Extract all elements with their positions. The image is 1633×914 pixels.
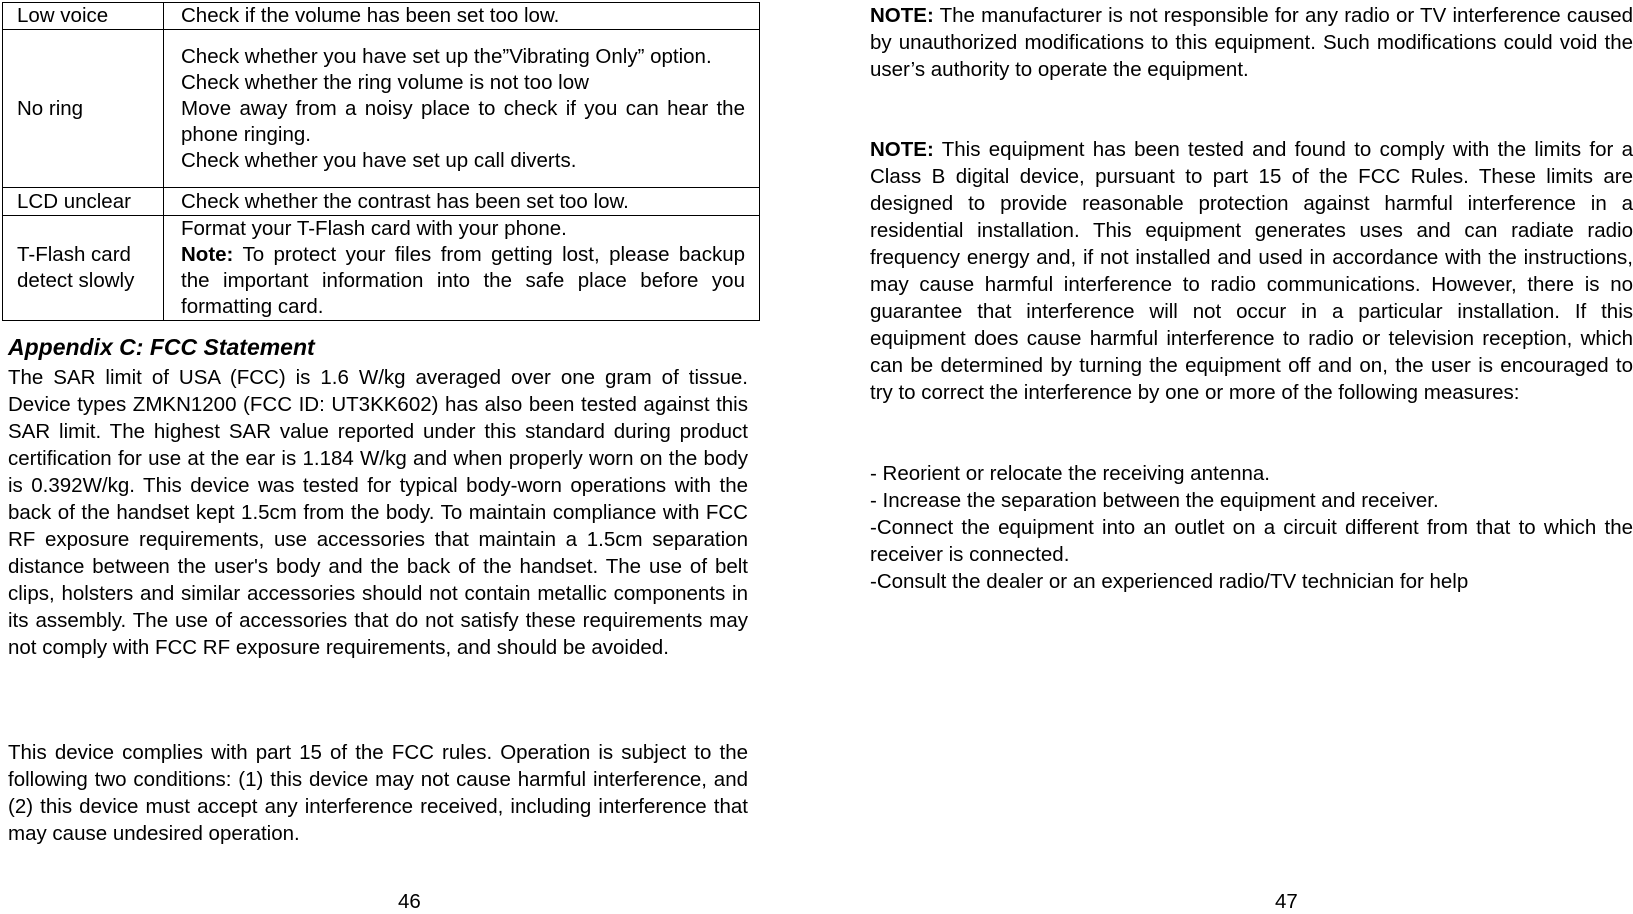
note-label: Note: <box>181 243 234 266</box>
page-number: 46 <box>398 890 421 913</box>
right-page <box>870 0 1633 912</box>
symptom-cell: No ring <box>3 30 164 188</box>
action-text: Check if the volume has been set too low. <box>181 4 560 27</box>
measure-item: -Consult the dealer or an experienced radio/TV technician for help <box>870 570 1469 593</box>
note-body: The manufacturer is not responsible for any radio or TV interference caused by unauthorized modifications to this equipment. Such modifications could void the user’s authority to operate the equipment. <box>870 4 1633 81</box>
table-row <box>3 216 760 321</box>
symptom-cell: Low voice <box>3 3 164 30</box>
symptom-cell: LCD unclear <box>3 188 164 216</box>
appendix-heading: Appendix C: FCC Statement <box>8 334 315 360</box>
action-text: Check whether you have set up call diverts. <box>181 148 577 172</box>
action-cell <box>164 216 760 321</box>
table-row <box>3 3 760 30</box>
symptom-cell: T-Flash card detect slowly <box>3 216 164 321</box>
sar-paragraph: The SAR limit of USA (FCC) is 1.6 W/kg averaged over one gram of tissue. Device types ZMKN1200 (FCC ID: UT3KK602) has also been tested against this SAR limit. The highest SAR value reported under this standard during product certification for use at the ear is 1.184 W/kg and when properly worn on the body is 0.392W/kg. This device was tested for typical body-worn operations with the back of the handset kept 1.5cm from the body. To maintain compliance with FCC RF exposure requirements, use accessories that maintain a 1.5cm separation distance between the user's body and the back of the handset. The use of belt clips, holsters and similar accessories should not contain metallic components in its assembly. The use of accessories that do not satisfy these requirements may not comply with FCC RF exposure requirements, and should be avoided. <box>8 366 748 659</box>
action-cell <box>164 30 760 188</box>
note-label: NOTE: <box>870 4 934 27</box>
action-text: Move away from a noisy place to check if you can hear the phone ringing. <box>181 96 745 146</box>
action-cell <box>164 3 760 30</box>
note-manufacturer <box>870 2 1633 83</box>
left-page <box>0 0 760 912</box>
action-cell <box>164 188 760 216</box>
action-text: Check whether the contrast has been set too low. <box>181 189 629 213</box>
note-body: To protect your files from getting lost, please backup the important information into the safe place before you formatting card. <box>181 243 745 318</box>
note-class-b <box>870 136 1633 406</box>
note-body: This equipment has been tested and found to comply with the limits for a Class B digital device, pursuant to part 15 of the FCC Rules. These limits are designed to provide reasonable protection against harmful interference in a residential installation. This equipment generates uses and can radiate radio frequency energy and, if not installed and used in accordance with the instructions, may cause harmful interference to radio communications. However, there is no guarantee that interference will not occur in a particular installation. If this equipment does cause harmful interference to radio or television reception, which can be determined by turning the equipment off and on, the user is encouraged to try to correct the interference by one or more of the following measures: <box>870 138 1633 404</box>
measure-item: - Reorient or relocate the receiving antenna. <box>870 462 1270 485</box>
table-row <box>3 30 760 188</box>
table-row <box>3 188 760 216</box>
measure-item: - Increase the separation between the equipment and receiver. <box>870 489 1439 512</box>
measure-item: -Connect the equipment into an outlet on a circuit different from that to which the receiver is connected. <box>870 516 1633 566</box>
page-number: 47 <box>1275 890 1298 913</box>
action-text: Check whether you have set up the”Vibrating Only” option. <box>181 44 712 68</box>
part15-paragraph: This device complies with part 15 of the FCC rules. Operation is subject to the following two conditions: (1) this device may not cause harmful interference, and (2) this device must accept any interference received, including interference that may cause undesired operation. <box>8 741 748 845</box>
troubleshooting-table <box>2 2 760 321</box>
action-text: Check whether the ring volume is not too low <box>181 70 589 94</box>
action-text: Format your T-Flash card with your phone. <box>181 217 567 240</box>
note-label: NOTE: <box>870 138 934 161</box>
note-text <box>181 242 745 320</box>
